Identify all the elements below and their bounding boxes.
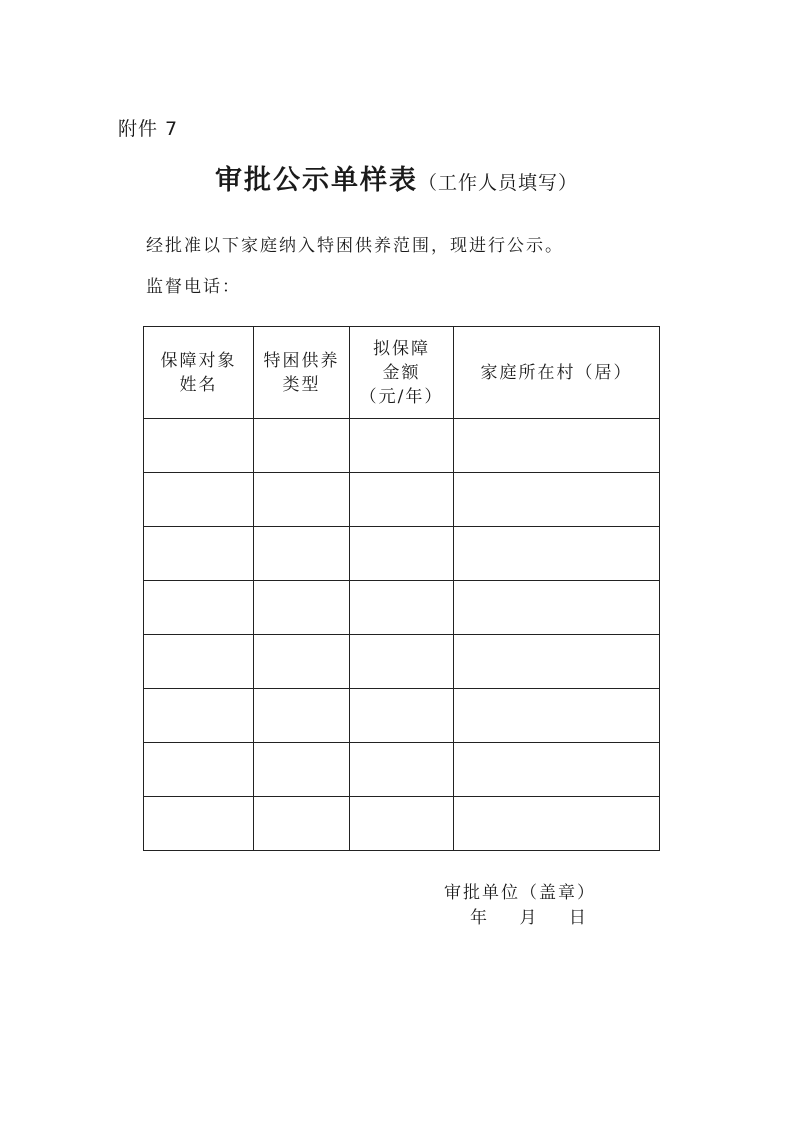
table-cell [144,635,254,689]
table-cell [254,797,350,851]
title-sub: （工作人员填写） [417,172,578,194]
table-cell [454,419,660,473]
date-line [470,903,586,928]
column-header-type: 特困供养 类型 [254,327,350,419]
intro-text: 经批准以下家庭纳入特困供养范围，现进行公示。 [146,236,564,256]
column-header-amount: 拟保障 金额 （元/年） [350,327,454,419]
date-year: 年 [470,908,487,928]
table-cell [144,689,254,743]
date-month: 月 [519,908,537,928]
table-cell [350,527,454,581]
table-cell [350,743,454,797]
attachment-label: 附件 7 [118,118,179,140]
table-row [144,419,660,473]
table-cell [350,473,454,527]
table-row [144,635,660,689]
table-cell [454,473,660,527]
table-cell [350,689,454,743]
table-header-row [144,327,660,419]
table-row [144,581,660,635]
table-row [144,797,660,851]
table-cell [144,581,254,635]
table-cell [144,743,254,797]
table-cell [254,743,350,797]
table-cell [350,581,454,635]
table-cell [454,527,660,581]
table-row [144,527,660,581]
table-cell [254,689,350,743]
table-row [144,689,660,743]
column-header-village: 家庭所在村（居） [454,327,660,419]
table-cell [454,743,660,797]
date-day: 日 [568,908,586,928]
table-cell [454,689,660,743]
table-cell [144,473,254,527]
table-cell [254,419,350,473]
table-cell [254,635,350,689]
table-cell [144,797,254,851]
table-cell [350,635,454,689]
approval-unit-stamp-label: 审批单位（盖章） [444,883,596,903]
table-body [144,419,660,851]
table-cell [144,527,254,581]
phone-label: 监督电话： [146,277,241,297]
publicity-table [143,326,660,851]
table-cell [144,419,254,473]
table-cell [454,797,660,851]
table-cell [350,419,454,473]
table-cell [254,527,350,581]
title-main: 审批公示单样表 [214,165,418,196]
column-header-name: 保障对象 姓名 [144,327,254,419]
page-title [0,158,793,197]
table-row [144,743,660,797]
table-cell [254,473,350,527]
table-cell [454,635,660,689]
table-cell [350,797,454,851]
table-cell [254,581,350,635]
table-cell [454,581,660,635]
table-row [144,473,660,527]
